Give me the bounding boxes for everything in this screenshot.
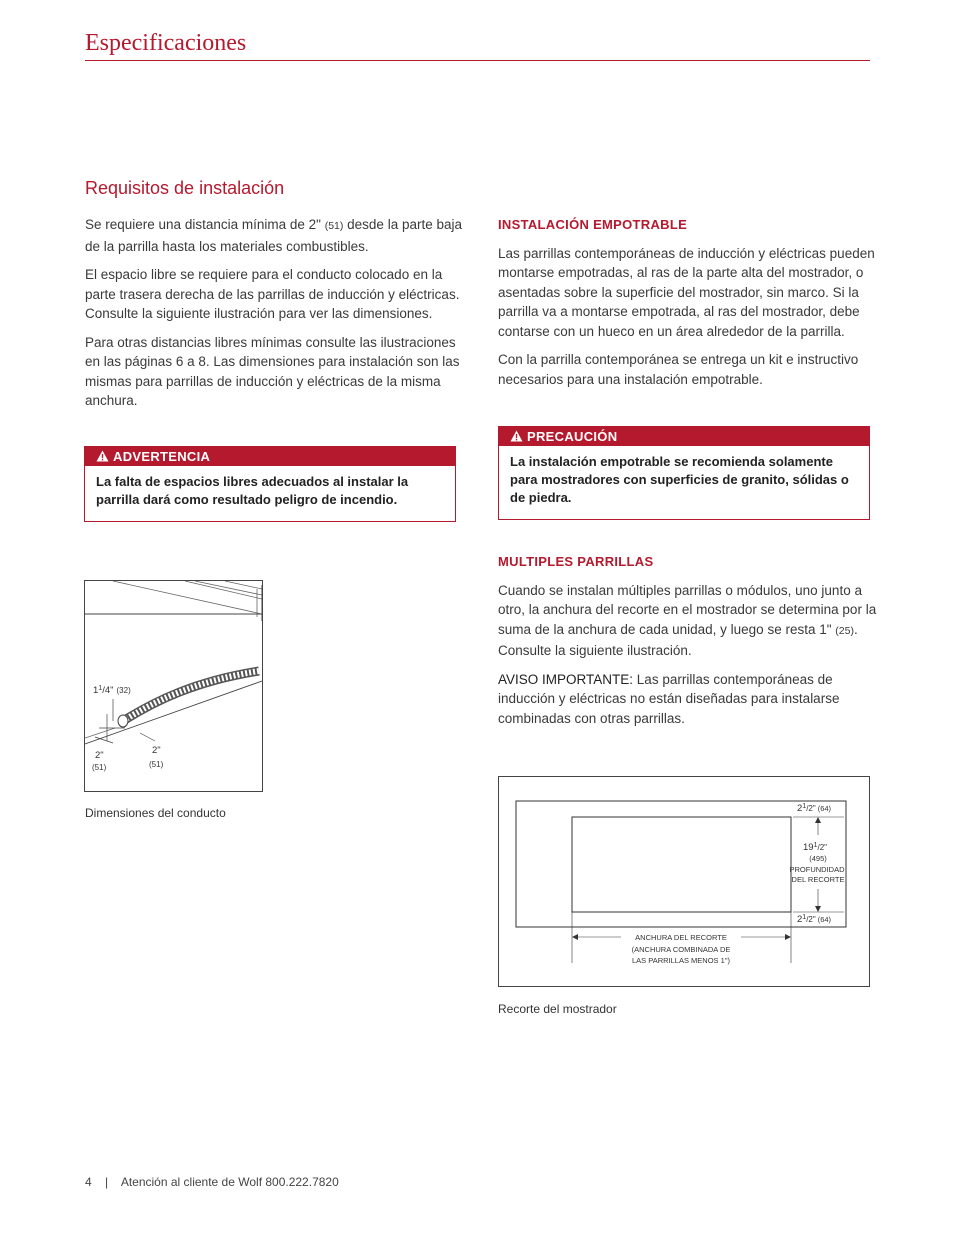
- warning-icon: [96, 450, 109, 462]
- paragraph-clearance: Se requiere una distancia mínima de 2" (51) desde la parte baja de la parrilla hasta los materiales combustibles.: [85, 217, 462, 254]
- dim-top-label: $1^1/4$" (32): [93, 685, 131, 696]
- page-title: Especificaciones: [85, 30, 247, 56]
- width-label-line2: (ANCHURA COMBINADA DE: [631, 945, 731, 954]
- footer-contact: Atención al cliente de Wolf 800.222.7820: [120, 1175, 339, 1189]
- page-number: 4: [85, 1175, 92, 1189]
- title-divider: [85, 60, 870, 61]
- warning-label: ADVERTENCIA: [113, 449, 211, 464]
- caution-label: PRECAUCIÓN: [527, 429, 618, 444]
- right-column-lower: [498, 552, 880, 737]
- warning-icon: [510, 430, 523, 442]
- paragraph-conduit: El espacio libre se requiere para el conducto colocado en la parte trasera derecha de las parrillas de inducción y eléctricas. Consulte la siguiente ilustración para ver las dimensiones.: [85, 267, 460, 321]
- width-label-line1: ANCHURA DEL RECORTE: [635, 933, 727, 942]
- page-footer: [85, 1175, 339, 1189]
- conduit-figure: [84, 580, 263, 792]
- paragraph-kit: Con la parrilla contemporánea se entrega un kit e instructivo necesarios para una instalación empotrable.: [498, 352, 859, 387]
- warning-box: [84, 446, 456, 522]
- conduit-illustration: [85, 581, 262, 791]
- dim-right-label: 2": [152, 745, 161, 756]
- depth-label-line1: PROFUNDIDAD: [789, 865, 845, 874]
- footer-separator: |: [105, 1175, 109, 1189]
- dim-left-label: 2": [95, 750, 104, 761]
- depth-mm: (495): [809, 854, 827, 863]
- right-column: [498, 215, 878, 398]
- warning-header: [85, 447, 455, 466]
- bottom-margin-label: $2^1_{/2"}$ (64): [797, 914, 832, 925]
- multiple-grills-heading: MULTIPLES PARRILLAS: [498, 554, 654, 569]
- cutout-figure: [498, 776, 870, 987]
- paragraph-important-notice: AVISO IMPORTANTE: Las parrillas contemporáneas de inducción y eléctricas no están diseñadas para instalarse combinadas con otras parrillas.: [498, 671, 840, 726]
- dim-right-mm: (51): [149, 760, 164, 769]
- paragraph-multiple-grills: Cuando se instalan múltiples parrillas o módulos, uno junto a otro, la anchura del recorte en el mostrador se determina por la suma de la anchura de cada unidad, y luego se resta 1" (25). Consulte la siguiente ilustración.: [498, 582, 877, 658]
- top-margin-label: $2^1_{/2"}$ (64): [797, 803, 832, 814]
- cutout-caption: Recorte del mostrador: [498, 1002, 617, 1016]
- width-label-line3: LAS PARRILLAS MENOS 1"): [632, 956, 730, 965]
- important-notice-label: AVISO IMPORTANTE:: [498, 671, 634, 687]
- dim-left-mm: (51): [92, 763, 107, 772]
- caution-text: La instalación empotrable se recomienda solamente para mostradores con superficies de granito, sólidas o de piedra.: [510, 454, 849, 505]
- conduit-caption: Dimensiones del conducto: [85, 806, 226, 820]
- cutout-diagram: [499, 777, 869, 986]
- depth-label-line2: DEL RECORTE: [791, 875, 845, 884]
- flush-install-heading: INSTALACIÓN EMPOTRABLE: [498, 217, 688, 232]
- caution-box: [498, 426, 870, 520]
- paragraph-other-clearances: Para otras distancias libres mínimas consulte las ilustraciones en las páginas 6 a 8. Las dimensiones para instalación son las mismas para parrillas de inducción y eléctricas de la misma anchura.: [85, 334, 460, 408]
- depth-label: $19^1_{/2"}$: [803, 842, 827, 853]
- paragraph-flush-install: Las parrillas contemporáneas de inducción y eléctricas pueden montarse empotradas, al ras de la parte alta del mostrador, o asentadas sobre la superficie del mostrador, sin marco. Si la parrilla va a montarse empotrada, al ras del mostrador, debe contarse con un hueco en un área alrededor de la parrilla.: [498, 245, 875, 339]
- caution-header: [499, 427, 869, 446]
- warning-text: La falta de espacios libres adecuados al instalar la parrilla dará como resultado peligro de incendio.: [96, 474, 409, 507]
- section-heading: Requisitos de instalación: [85, 178, 285, 198]
- left-column: [85, 215, 465, 420]
